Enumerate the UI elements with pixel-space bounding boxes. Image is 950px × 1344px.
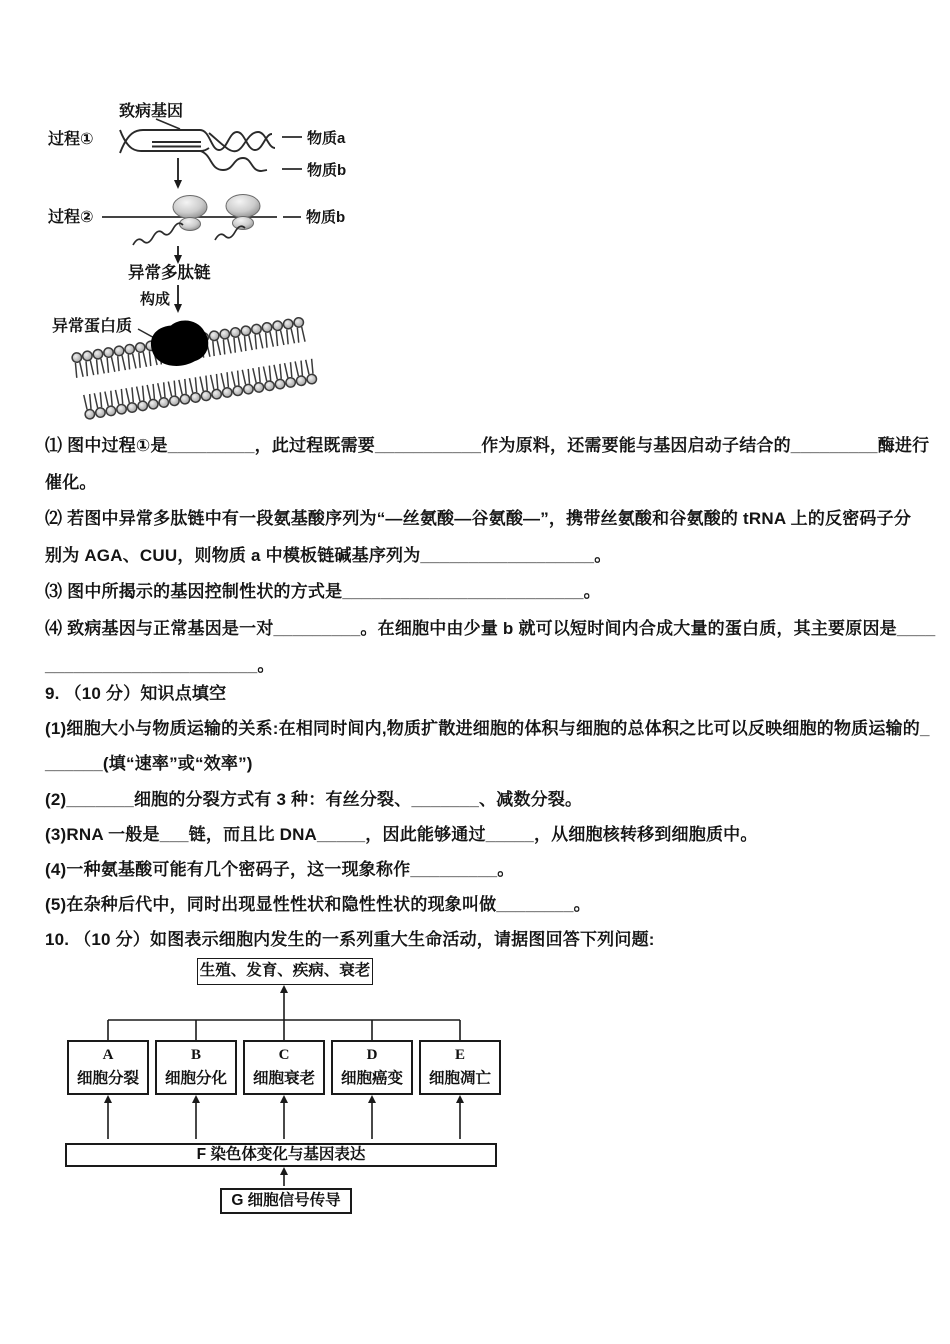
question-line: (5)在杂种后代中，同时出现显性性状和隐性性状的现象叫做________。 — [45, 895, 591, 915]
protein-blob — [148, 317, 211, 370]
question-line: (4)一种氨基酸可能有几个密码子，这一现象称作_________。 — [45, 859, 515, 879]
question-line: (2)_______细胞的分裂方式有 3 种：有丝分裂、_______、减数分裂。 — [45, 789, 583, 809]
gene-pointer-line — [156, 119, 180, 129]
question-line: ⑷ 致病基因与正常基因是一对_________。在细胞中由少量 b 就可以短时间内合成大量的蛋白质，其主要原因是____ — [45, 618, 936, 638]
down-arrow — [174, 285, 182, 313]
dna-helix — [120, 130, 275, 153]
question-8-block — [45, 428, 936, 684]
substance-b2-label: 物质b — [306, 209, 346, 226]
stage-label: 细胞癌变 — [340, 1070, 403, 1087]
gene-label: 致病基因 — [119, 103, 184, 120]
stage-label: 细胞分裂 — [76, 1070, 139, 1087]
flowchart-f-box: F 染色体变化与基因表达 — [65, 1143, 497, 1167]
substance-a-label: 物质a — [307, 130, 346, 147]
question-line: ______________________。 — [45, 655, 275, 675]
question-line: 别为 AGA、CUU，则物质 a 中模板链碱基序列为__________________。 — [45, 545, 612, 565]
down-arrow — [174, 246, 182, 264]
question-line: ⑵ 若图中异常多肽链中有一段氨基酸序列为“—丝氨酸—谷氨酸—”，携带丝氨酸和谷氨酸的 tRNA 上的反密码子分 — [45, 509, 912, 529]
flowchart-stage-c — [243, 1040, 325, 1095]
substance-b-label: 物质b — [307, 162, 347, 179]
mrna-strand — [200, 151, 267, 171]
process1-label: 过程① — [48, 131, 94, 148]
stage-label: 细胞衰老 — [252, 1070, 315, 1087]
ribosome — [226, 195, 260, 230]
flowchart-stage-a — [67, 1040, 149, 1095]
constitute-label: 构成 — [140, 291, 171, 308]
flowchart-stage-b — [155, 1040, 237, 1095]
flowchart-stage-d — [331, 1040, 413, 1095]
polypeptide-chain — [133, 223, 183, 245]
ribosome — [173, 196, 207, 231]
stage-letter: C — [278, 1047, 290, 1063]
flowchart-top-box: 生殖、发育、疾病、衰老 — [197, 958, 373, 985]
question-line: ⑴ 图中过程①是_________，此过程既需要___________作为原料，还需要能与基因启动子结合的_________酶进行 — [45, 436, 930, 455]
flowchart-g-box: G 细胞信号传导 — [220, 1188, 352, 1214]
protein-label: 异常蛋白质 — [52, 318, 133, 335]
process2-label: 过程② — [48, 209, 94, 226]
polypeptide-label: 异常多肽链 — [128, 264, 211, 282]
question-line: ⑶ 图中所揭示的基因控制性状的方式是_________________________。 — [45, 582, 601, 602]
stage-letter: B — [190, 1047, 201, 1063]
question-9-10-block — [45, 676, 930, 958]
gene-expression-diagram — [40, 88, 400, 433]
question-line: 9. （10 分）知识点填空 — [45, 684, 227, 703]
cell-activity-flowchart — [62, 952, 502, 1224]
stage-label: 细胞分化 — [164, 1070, 227, 1087]
question-line: ______(填“速率”或“效率”) — [45, 754, 253, 774]
flowchart-stage-e — [419, 1040, 501, 1095]
stage-letter: E — [454, 1047, 465, 1063]
stage-label: 细胞凋亡 — [428, 1070, 491, 1087]
down-arrow — [174, 158, 182, 189]
question-line: (1)细胞大小与物质运输的关系:在相同时间内,物质扩散进细胞的体积与细胞的总体积之比可以反映细胞的物质运输的_ — [45, 719, 930, 739]
question-line: 10. （10 分）如图表示细胞内发生的一系列重大生命活动，请据图回答下列问题: — [45, 930, 655, 950]
question-line: 催化。 — [45, 472, 97, 492]
stage-letter: A — [102, 1047, 114, 1063]
question-line: (3)RNA 一般是___链，而且比 DNA_____，因此能够通过_____，从细胞核转移到细胞质中。 — [45, 824, 758, 844]
stage-letter: D — [366, 1047, 378, 1063]
